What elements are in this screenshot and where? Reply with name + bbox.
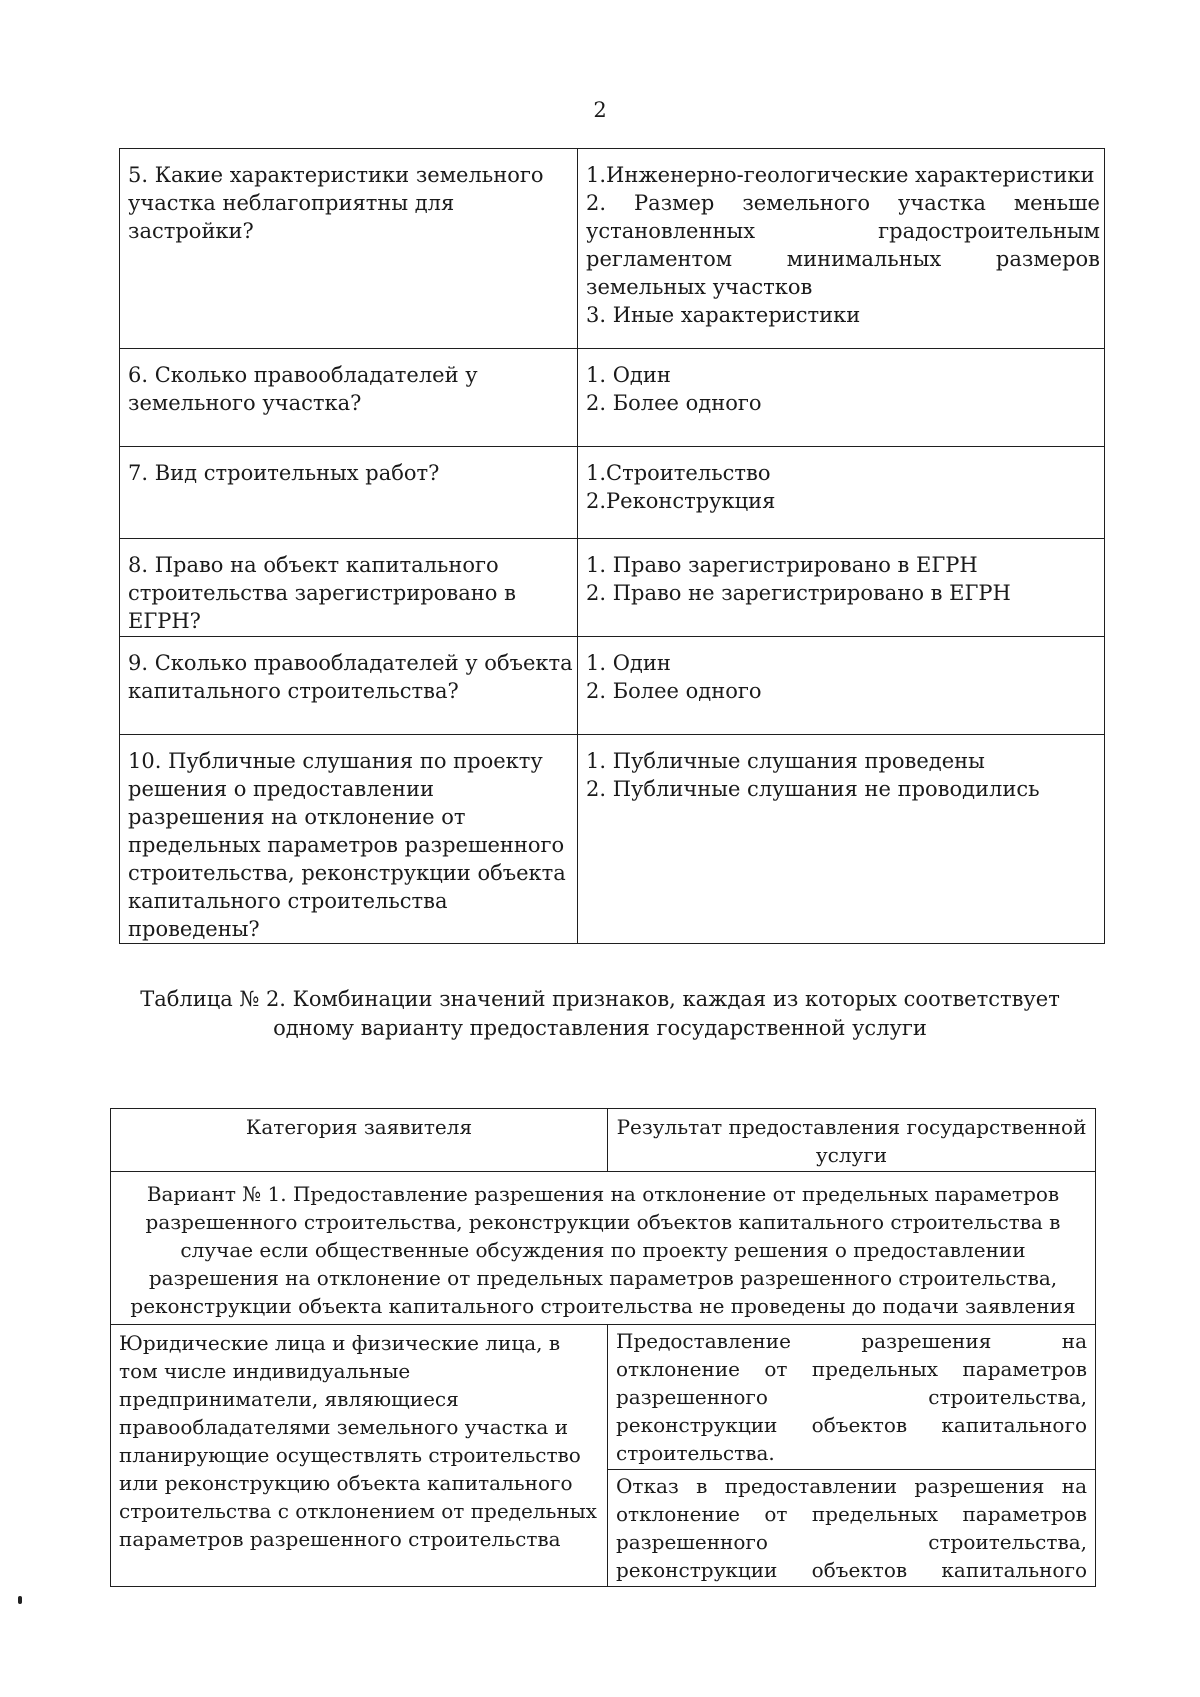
scan-speck (18, 1596, 22, 1604)
question-cell: 6. Сколько правообладателей у земельного участка? (120, 349, 578, 447)
table-row (120, 447, 1105, 539)
question-cell: 10. Публичные слушания по проекту решения о предоставлении разрешения на отклонение от предельных параметров разрешенного строительства, реконструкции объекта капитального строительства проведены? (120, 735, 578, 944)
question-cell: 8. Право на объект капитального строительства зарегистрировано в ЕГРН? (120, 539, 578, 637)
answer-cell (578, 637, 1105, 735)
result-cell: Предоставление разрешения на отклонение от предельных параметров разрешенного строительства, реконструкции объектов капитального строительства. (608, 1325, 1096, 1470)
table-row (111, 1172, 1096, 1325)
criteria-table (119, 148, 1105, 944)
variant-title: Вариант № 1. Предоставление разрешения на отклонение от предельных параметров разрешенного строительства, реконструкции объектов капитального строительства в случае если общественные обсуждения по проекту решения о предоставлении разрешения на отклонение от предельных параметров разрешенного строительства, реконструкции объекта капитального строительства не проведены до подачи заявления (111, 1172, 1096, 1325)
answer-option: 2. Публичные слушания не проводились (586, 777, 1040, 801)
answer-cell (578, 447, 1105, 539)
result-cell: Отказ в предоставлении разрешения на отклонение от предельных параметров разрешенного строительства, реконструкции объектов капитального (608, 1470, 1096, 1587)
answer-option: 2.Реконструкция (586, 489, 776, 513)
answer-option: 3. Иные характеристики (586, 303, 861, 327)
answer-option: 2. Размер земельного участка меньше установленных градостроительным регламентом минимальных размеров земельных участков (586, 191, 1100, 299)
answer-option: 2. Право не зарегистрировано в ЕГРН (586, 581, 1011, 605)
table-row (120, 539, 1105, 637)
page-number: 2 (593, 98, 607, 122)
answer-cell (578, 349, 1105, 447)
table-row (120, 149, 1105, 349)
table-row (111, 1325, 1096, 1470)
question-cell: 9. Сколько правообладателей у объекта капитального строительства? (120, 637, 578, 735)
variants-table (110, 1108, 1096, 1587)
question-cell: 5. Какие характеристики земельного участка неблагоприятны для застройки? (120, 149, 578, 349)
table-caption: Таблица № 2. Комбинации значений признаков, каждая из которых соответствует одному варианту предоставления государственной услуги (140, 987, 1060, 1040)
header-applicant-category: Категория заявителя (111, 1109, 608, 1172)
question-cell: 7. Вид строительных работ? (120, 447, 578, 539)
answer-option: 1. Право зарегистрировано в ЕГРН (586, 553, 978, 577)
answer-option: 1. Один (586, 363, 671, 387)
table-row (120, 735, 1105, 944)
applicant-cell: Юридические лица и физические лица, в том числе индивидуальные предприниматели, являющиеся правообладателями земельного участка и планирующие осуществлять строительство или реконструкцию объекта капитального строительства с отклонением от предельных параметров разрешенного строительства (111, 1325, 608, 1587)
table-row (120, 349, 1105, 447)
answer-cell (578, 539, 1105, 637)
answer-option: 2. Более одного (586, 391, 762, 415)
header-service-result: Результат предоставления государственной услуги (608, 1109, 1096, 1172)
answer-cell (578, 735, 1105, 944)
answer-option: 1. Один (586, 651, 671, 675)
table-row (120, 637, 1105, 735)
answer-option: 2. Более одного (586, 679, 762, 703)
answer-cell (578, 149, 1105, 349)
answer-option: 1. Публичные слушания проведены (586, 749, 985, 773)
answer-option: 1.Строительство (586, 461, 771, 485)
answer-option: 1.Инженерно-геологические характеристики (586, 163, 1095, 187)
table-header-row (111, 1109, 1096, 1172)
